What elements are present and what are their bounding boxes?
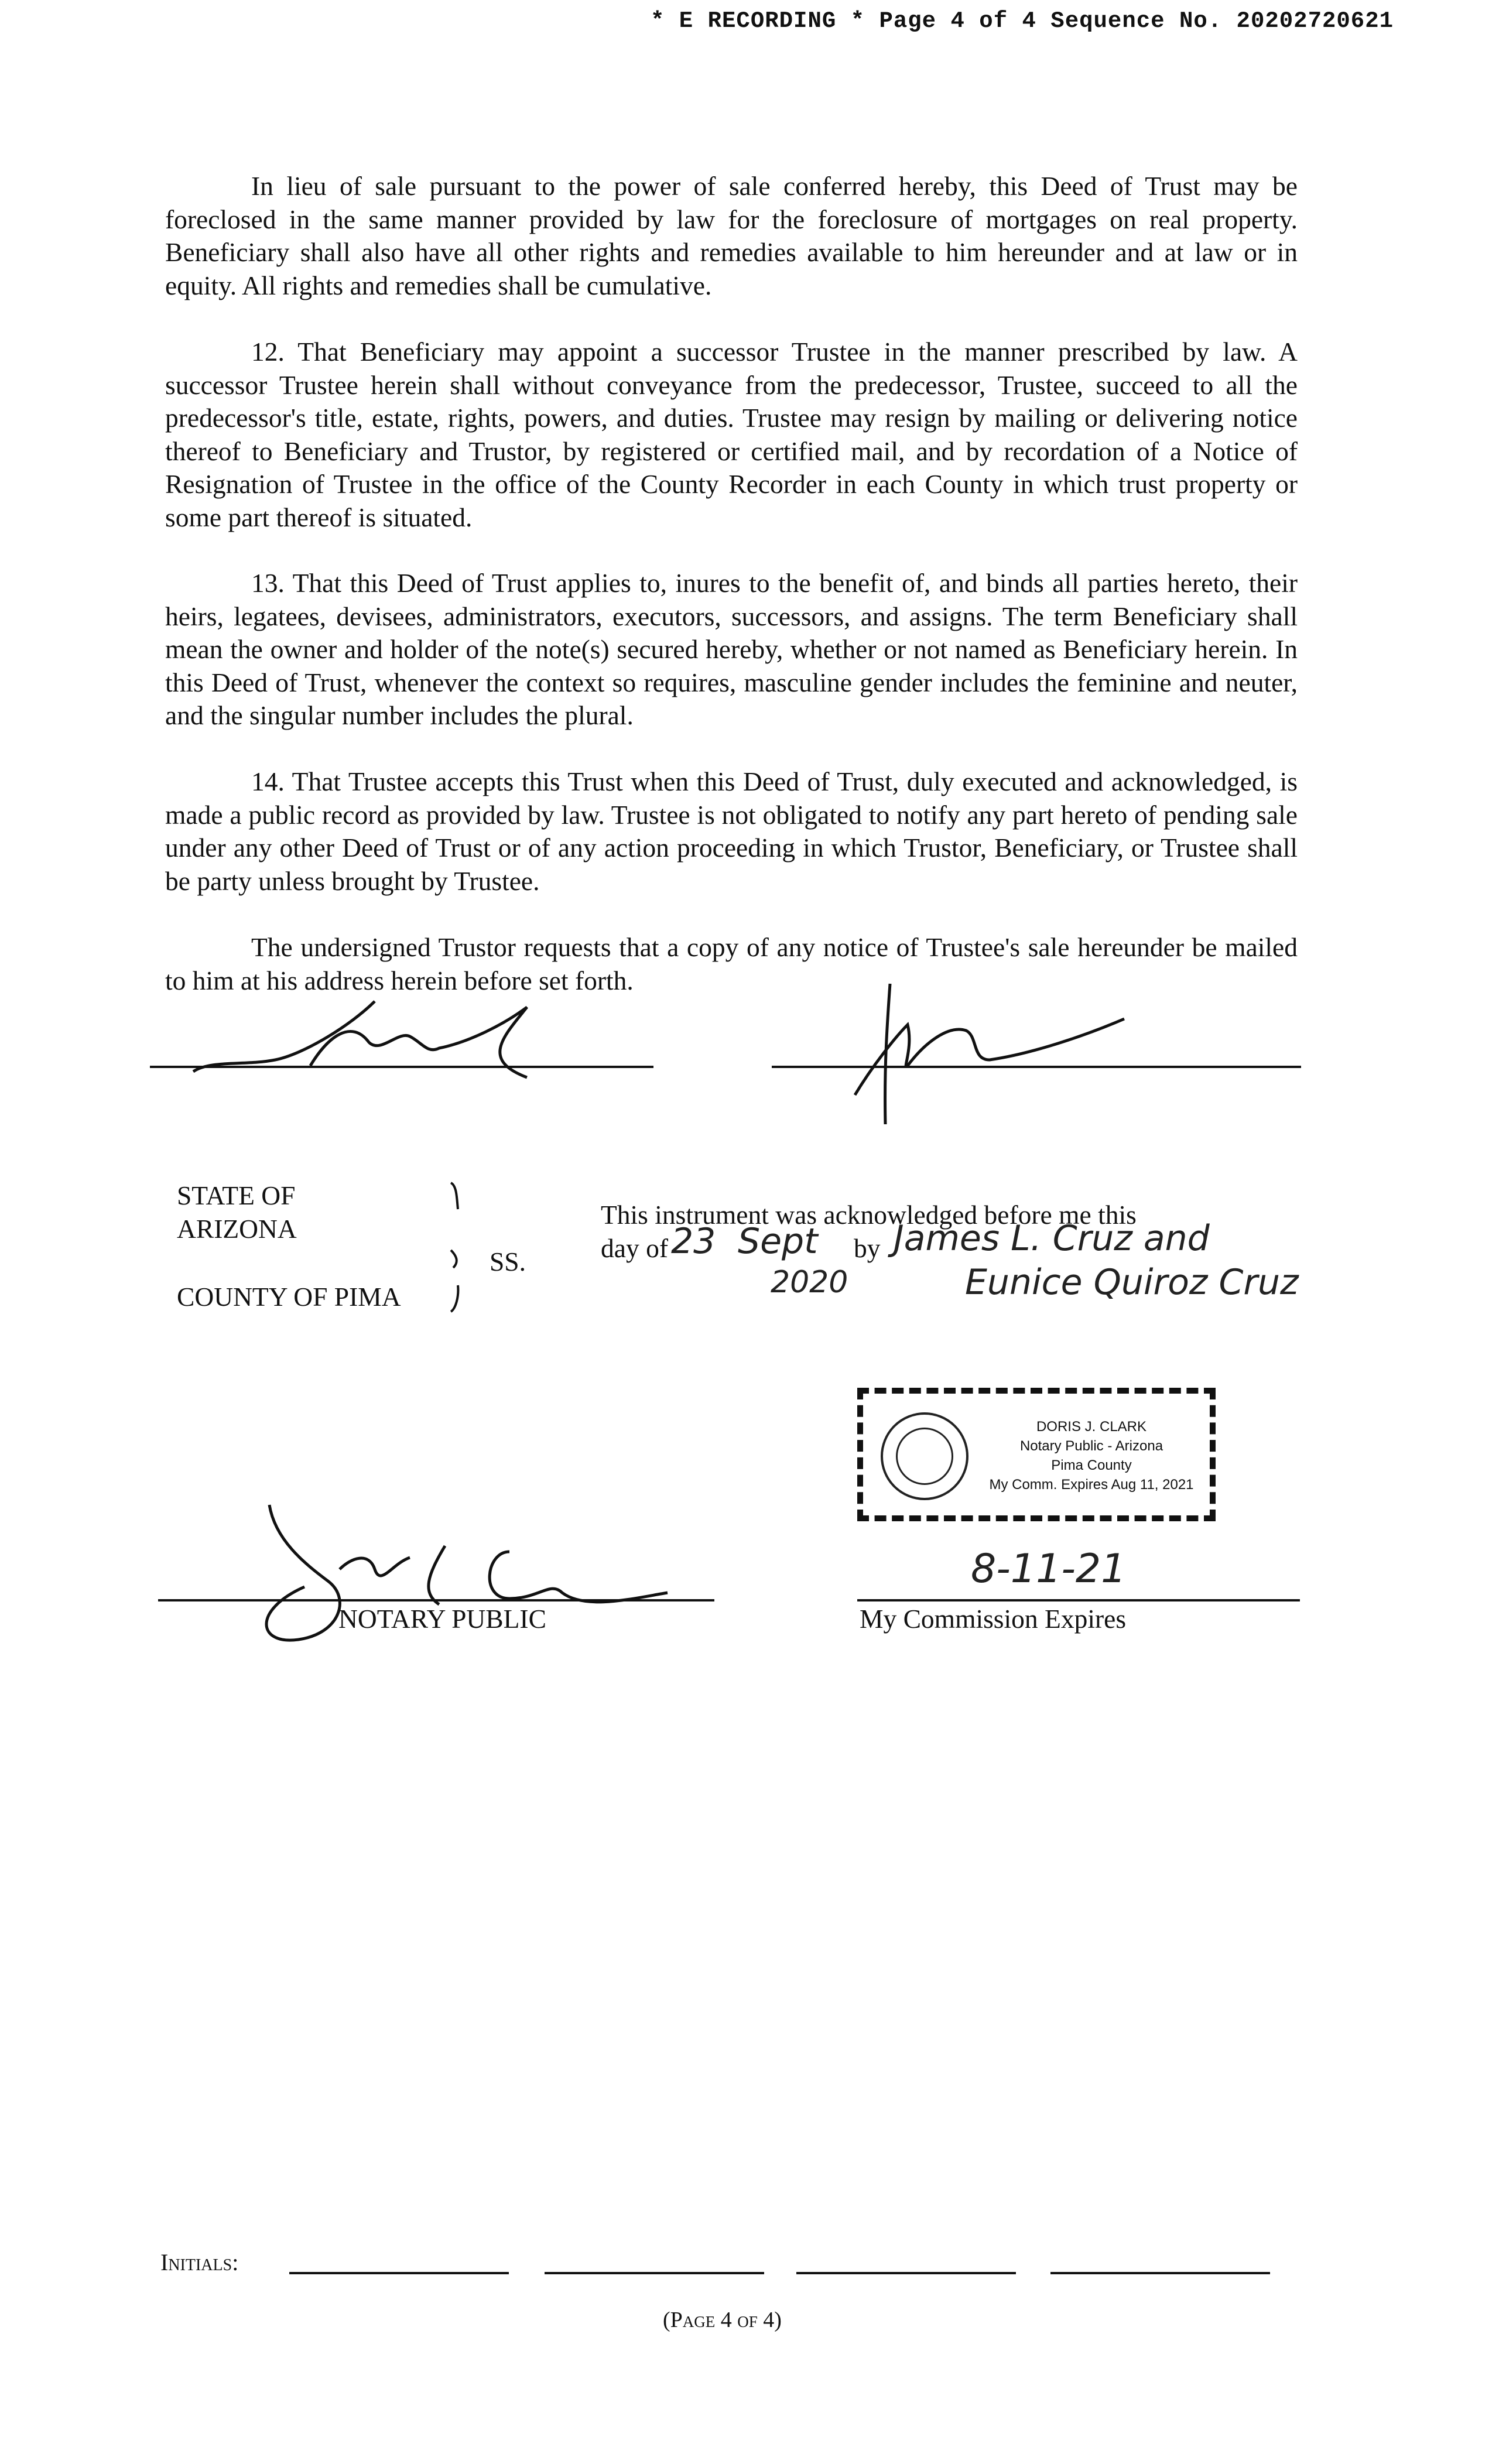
ss-label: SS. (490, 1247, 526, 1277)
initials-line-4 (1050, 2272, 1270, 2274)
trustor-signature-2 (837, 978, 1165, 1130)
day-of-label: day of (601, 1233, 668, 1263)
trustor-signature-line-2 (772, 1066, 1301, 1068)
commission-date-handwritten: 8-11-21 (971, 1546, 1127, 1592)
paragraph-12: 12. That Beneficiary may appoint a successor Trustee in the manner prescribed by law. A successor Trustee herein shall without conveyance from the predecessor, Trustee, succeed to all the predecessor's title, estate, rights, powers, and duties. Trustee may resign by mailing or delivering notice thereof to Beneficiary and Trustor, by registered or certified mail, and by recordation of a Notice of Resignation of Trustee in the office of the County Recorder in each County in which trust property or some part thereof is situated. (165, 337, 1298, 532)
notary-stamp (857, 1388, 1216, 1521)
notary-county: Pima County (1051, 1457, 1132, 1473)
handwritten-month: Sept (738, 1221, 818, 1262)
recording-header: * E RECORDING * Page 4 of 4 Sequence No. 20202720621 (651, 8, 1394, 34)
paragraph-14: 14. That Trustee accepts this Trust when this Deed of Trust, duly executed and acknowledged, is made a public record as provided by law. Trustee is not obligated to notify any part hereto of pending sale under any other Deed of Trust or of any action proceeding in which Trustor, Beneficiary, or Trustee shall be party unless brought by Trustee. (165, 766, 1298, 896)
by-label: by (854, 1233, 881, 1263)
initials-label: Initials: (160, 2249, 239, 2275)
handwritten-year: 2020 (771, 1265, 848, 1300)
county-label: COUNTY OF PIMA (177, 1282, 401, 1312)
paragraph-request: The undersigned Trustor requests that a copy of any notice of Trustee's sale hereunder be mailed to him at his address herein before set forth. (165, 932, 1298, 995)
trustor-signature-1 (176, 990, 621, 1089)
paragraph-13: 13. That this Deed of Trust applies to, inures to the benefit of, and binds all parties hereto, their heirs, legatees, devisees, administrators, executors, successors, and assigns. The term Beneficiary shall mean the owner and holder of the note(s) secured hereby, whether or not named as Beneficiary herein. In this Deed of Trust, whenever the context so requires, masculine gender includes the feminine and neuter, and the singular number includes the plural. (165, 568, 1298, 730)
trustor-signature-line-1 (150, 1066, 653, 1068)
state-name: ARIZONA (177, 1214, 297, 1244)
initials-line-3 (796, 2272, 1016, 2274)
ss-brace (445, 1180, 468, 1315)
commission-expires-label: My Commission Expires (860, 1604, 1127, 1634)
state-seal-icon (881, 1412, 968, 1500)
initials-line-2 (545, 2272, 764, 2274)
page-number: (Page 4 of 4) (663, 2308, 782, 2332)
notary-public-label: NOTARY PUBLIC (338, 1604, 546, 1634)
acknowledged-line: This instrument was acknowledged before me this (601, 1200, 1137, 1230)
handwritten-name-2: Eunice Quiroz Cruz (965, 1262, 1299, 1303)
notary-expires: My Comm. Expires Aug 11, 2021 (989, 1477, 1194, 1493)
handwritten-name-1: James L. Cruz and (894, 1218, 1210, 1259)
paragraph-foreclosure: In lieu of sale pursuant to the power of sale conferred hereby, this Deed of Trust may be foreclosed in the same manner provided by law for the foreclosure of mortgages on real property. Beneficiary shall also have all other rights and remedies available to him hereunder and at law or in equity. All rights and remedies shall be cumulative. (165, 171, 1298, 300)
notary-signature-line (158, 1599, 714, 1601)
handwritten-day: 23 (671, 1221, 716, 1262)
commission-line (857, 1599, 1300, 1601)
notary-title: Notary Public - Arizona (1019, 1438, 1163, 1454)
state-of-label: STATE OF (177, 1180, 296, 1210)
initials-line-1 (289, 2272, 509, 2274)
notary-name: DORIS J. CLARK (1036, 1419, 1147, 1435)
